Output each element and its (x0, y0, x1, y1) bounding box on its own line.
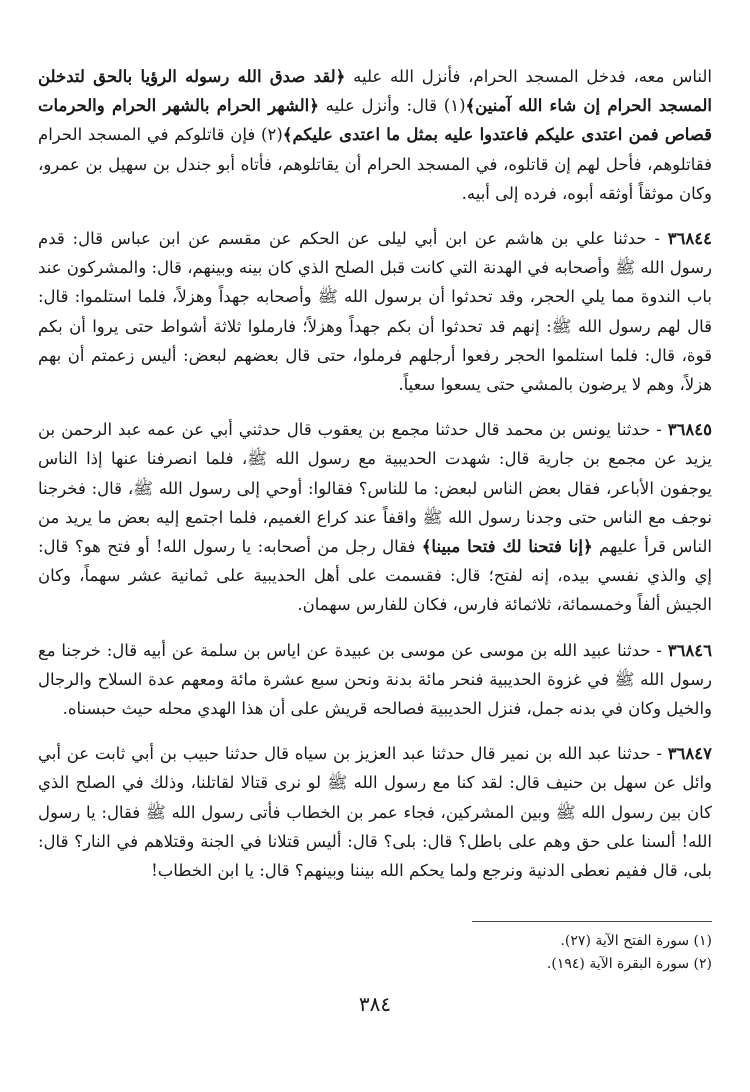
hadith-number: ٣٦٨٤٥ (667, 420, 712, 440)
paragraph-1 (38, 62, 712, 208)
footnotes (38, 930, 712, 976)
paragraph-5 (38, 739, 712, 885)
footnote-divider (472, 921, 712, 922)
text-run: - حدثنا يونس بن محمد قال حدثنا مجمع بن يعقوب قال حدثني أبي عن عمه عبد الرحمن بن يزيد عن مجمع بن جارية قال: شهدت الحديبية مع رسول الله ﷺ، فلما انصرفنا عنها إذا الناس يوجفون الأباعر، فقال بعض الناس لبعض: ما للناس؟ فقالوا: أوحي إلى رسول الله ﷺ، قال: فخرجنا نوجف مع الناس حتى وجدنا رسول الله ﷺ واقفاً عند كراع الغميم، فلما اجتمع إليه بعض ما يريد من الناس قرأ عليهم (38, 420, 712, 557)
footnote-1: (١) سورة الفتح الآية (٢٧). (560, 933, 712, 949)
text-run: (١) قال: وأنزل عليه (318, 96, 466, 116)
paragraph-2 (38, 224, 712, 399)
hadith-number: ٣٦٨٤٤ (667, 229, 712, 249)
quran-quote: ﴿لقد صدق الله رسوله الرؤيا بالحق لتدخلن المسجد الحرام إن شاء الله آمنين﴾ (38, 67, 712, 116)
footnote-2: (٢) سورة البقرة الآية (١٩٤). (546, 956, 712, 972)
page-number: ٣٨٤ (358, 992, 392, 1016)
paragraph-4 (38, 636, 712, 724)
text-run: - حدثنا عبيد الله بن موسى عن موسى بن عبيدة عن اياس بن سلمة عن أبيه قال: خرجنا مع رسول الله ﷺ في غزوة الحديبية فنحر مائة بدنة ونحن سبع عشرة مائة ومعهم عدة السلاح والرجال والخيل وكان في بدنه جمل، فنزل الحديبية فصالحه قريش على أن هذا الهدي محله حيث حبسناه. (38, 640, 712, 719)
hadith-number: ٣٦٨٤٧ (667, 744, 712, 764)
quran-quote: ﴿إنا فتحنا لك فتحا مبينا﴾ (421, 537, 593, 557)
text-run: فقال رجل من أصحابه: يا رسول الله! أو فتح هو؟ قال: إي والذي نفسي بيده، إنه لفتح؛ قال: فقسمت على أهل الحديبية على ثمانية عشر سهماً، وكان الجيش ألفاً وخمسمائة، ثلاثمائة فارس، فكان للفارس سهمان. (38, 537, 712, 615)
text-run: - حدثنا علي بن هاشم عن ابن أبي ليلى عن الحكم عن مقسم عن ابن عباس قال: قدم رسول الله ﷺ وأصحابه في الهدنة التي كانت قبل الصلح الذي كان بينه وبينهم، قال: والمشركون عند باب الندوة مما يلي الحجر، وقد تحدثوا أن برسول الله ﷺ وأصحابه جهداً وهزلاً، فلما استلموا: قال: قال لهم رسول الله ﷺ: إنهم قد تحدثوا أن بكم جهداً وهزلاً؛ فارملوا ثلاثة أشواط حتى يروا أن بكم قوة، قال: فلما استلموا الحجر رفعوا أرجلهم فرملوا، حتى قال بعضهم لبعض: أليس زعمتم أن بهم هزلاً، وهم لا يرضون بالمشي حتى يسعوا سعياً. (38, 229, 712, 395)
text-run: الناس معه، فدخل المسجد الحرام، فأنزل الله عليه (345, 67, 712, 86)
hadith-number: ٣٦٨٤٦ (667, 640, 712, 660)
quran-quote: ﴿الشهر الحرام بالشهر الحرام والحرمات قصاص فمن اعتدى عليكم فاعتدوا عليه بمثل ما اعتدى عليكم﴾ (38, 96, 713, 145)
text-run: - حدثنا عبد الله بن نمير قال حدثنا عبد العزيز بن سياه قال حدثنا حبيب بن أبي ثابت عن أبي وائل عن سهل بن حنيف قال: لقد كنا مع رسول الله ﷺ لو نرى قتالا لقاتلنا، وذلك في الصلح الذي كان بين رسول الله ﷺ وبين المشركين، فجاء عمر بن الخطاب فأتى رسول الله ﷺ فقال: يا رسول الله! ألسنا على حق وهم على باطل؟ قال: بلى؟ قال: أليس قتلانا في الجنة وقتلاهم في النار؟ قال: بلى، قال ففيم نعطى الدنية ونرجع ولما يحكم الله بيننا وبينهم؟ قال: يا ابن الخطاب! (38, 744, 712, 881)
text-run: (٢) فإن قاتلوكم في المسجد الحرام فقاتلوهم، فأحل لهم إن قاتلوه، في المسجد الحرام أن يقاتلوهم، فأتاه أبو جندل بن سهيل بن عمرو، وكان موثقاً أوثقه أبوه، فرده إلى أبيه. (38, 125, 712, 203)
paragraph-3 (38, 415, 712, 619)
main-text (38, 62, 712, 885)
